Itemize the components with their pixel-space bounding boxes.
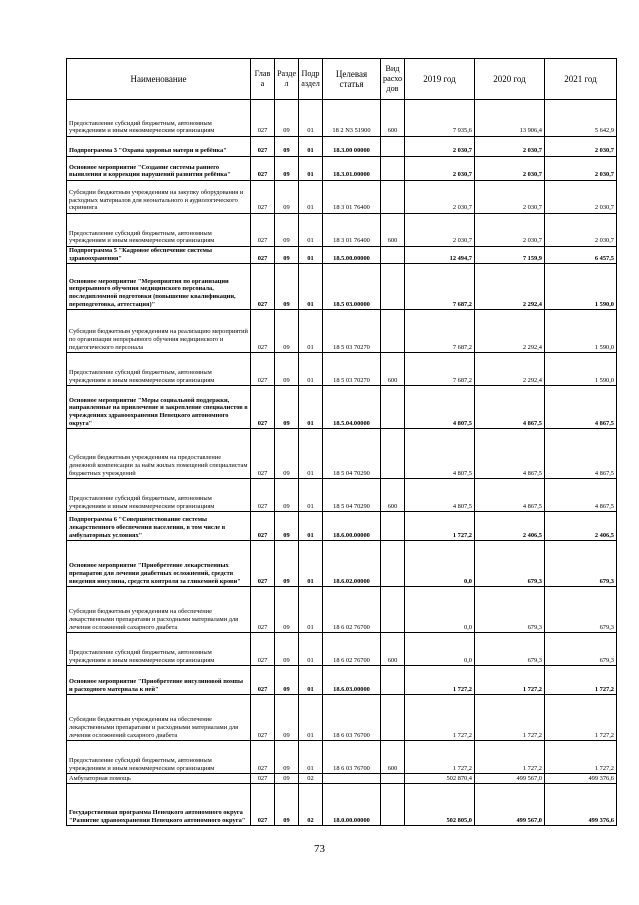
row-chapter: 027 bbox=[251, 784, 275, 826]
row-value-2021: 499 376,6 bbox=[545, 784, 617, 826]
row-expense-type bbox=[381, 386, 405, 429]
row-chapter: 027 bbox=[251, 774, 275, 784]
row-expense-type: 600 bbox=[381, 479, 405, 512]
row-chapter: 027 bbox=[251, 353, 275, 386]
row-value-2021: 679,3 bbox=[545, 633, 617, 666]
table-row bbox=[67, 264, 617, 310]
row-value-2019: 7 687,2 bbox=[405, 310, 475, 353]
row-value-2020: 499 567,0 bbox=[475, 784, 545, 826]
table-row bbox=[67, 512, 617, 541]
row-expense-type: 600 bbox=[381, 353, 405, 386]
row-section: 09 bbox=[275, 247, 299, 264]
row-target-article: 18.5 03.00000 bbox=[323, 264, 381, 310]
row-section: 09 bbox=[275, 479, 299, 512]
row-value-2020: 679,3 bbox=[475, 541, 545, 587]
row-value-2020: 1 727,2 bbox=[475, 741, 545, 774]
row-chapter: 027 bbox=[251, 137, 275, 157]
row-value-2020: 4 867,5 bbox=[475, 386, 545, 429]
row-name: Основное мероприятие "Приобретение лекарственных препаратов для лечения диабетных осложнений, средств введения инсулина, средств контроля за гликемией крови" bbox=[67, 541, 251, 587]
row-subsection: 01 bbox=[299, 666, 323, 695]
row-value-2021: 4 867,5 bbox=[545, 479, 617, 512]
row-target-article bbox=[323, 774, 381, 784]
row-target-article: 18.5.04.00000 bbox=[323, 386, 381, 429]
table-row bbox=[67, 479, 617, 512]
table-row bbox=[67, 429, 617, 479]
row-value-2021: 679,3 bbox=[545, 541, 617, 587]
table-row bbox=[67, 774, 617, 784]
row-value-2019: 2 030,7 bbox=[405, 137, 475, 157]
row-value-2020: 499 567,0 bbox=[475, 774, 545, 784]
row-value-2021: 1 727,2 bbox=[545, 666, 617, 695]
row-value-2021: 4 867,5 bbox=[545, 429, 617, 479]
row-chapter: 027 bbox=[251, 264, 275, 310]
row-value-2020: 4 867,5 bbox=[475, 429, 545, 479]
row-value-2021: 4 867,5 bbox=[545, 386, 617, 429]
row-value-2020: 2 030,7 bbox=[475, 181, 545, 214]
row-section: 09 bbox=[275, 310, 299, 353]
row-value-2020: 1 727,2 bbox=[475, 695, 545, 741]
row-name: Субсидии бюджетным учреждениям на предоставление денежной компенсации за наём жилых помещений специалистам бюджетных учреждений bbox=[67, 429, 251, 479]
row-value-2021: 5 642,9 bbox=[545, 100, 617, 137]
row-chapter: 027 bbox=[251, 666, 275, 695]
row-target-article: 18 3 01 76400 bbox=[323, 214, 381, 247]
row-subsection: 01 bbox=[299, 264, 323, 310]
col-header-2019: 2019 год bbox=[405, 59, 475, 100]
row-value-2021: 679,3 bbox=[545, 587, 617, 633]
col-header-name: Наименование bbox=[67, 59, 251, 100]
col-header-chapter: Глав а bbox=[251, 59, 275, 100]
row-subsection: 01 bbox=[299, 137, 323, 157]
row-name: Предоставление субсидий бюджетным, автономным учреждениям и иным некоммерческим организациям bbox=[67, 479, 251, 512]
row-subsection: 01 bbox=[299, 353, 323, 386]
row-value-2020: 1 727,2 bbox=[475, 666, 545, 695]
col-header-expense-type: Вид расхо дов bbox=[381, 59, 405, 100]
row-section: 09 bbox=[275, 695, 299, 741]
row-section: 09 bbox=[275, 512, 299, 541]
row-subsection: 01 bbox=[299, 541, 323, 587]
row-section: 09 bbox=[275, 429, 299, 479]
row-name: Субсидии бюджетным учреждениям на реализацию мероприятий по организации непрерывного обучения медицинского и педагогического персонала bbox=[67, 310, 251, 353]
row-target-article: 18.0.00.00000 bbox=[323, 784, 381, 826]
row-target-article: 18 5 04 70290 bbox=[323, 429, 381, 479]
table-row bbox=[67, 695, 617, 741]
row-subsection: 01 bbox=[299, 310, 323, 353]
row-value-2019: 4 807,5 bbox=[405, 429, 475, 479]
row-value-2020: 2 292,4 bbox=[475, 310, 545, 353]
table-row bbox=[67, 137, 617, 157]
row-chapter: 027 bbox=[251, 741, 275, 774]
row-value-2021: 2 030,7 bbox=[545, 181, 617, 214]
row-value-2021: 1 590,0 bbox=[545, 353, 617, 386]
row-value-2021: 1 590,0 bbox=[545, 264, 617, 310]
table-row bbox=[67, 666, 617, 695]
row-chapter: 027 bbox=[251, 386, 275, 429]
col-header-target: Целевая статья bbox=[323, 59, 381, 100]
row-target-article: 18 5 03 70270 bbox=[323, 353, 381, 386]
row-value-2020: 7 159,9 bbox=[475, 247, 545, 264]
row-subsection: 01 bbox=[299, 741, 323, 774]
row-value-2021: 2 030,7 bbox=[545, 137, 617, 157]
row-name: Предоставление субсидий бюджетным, автономным учреждениям и иным некоммерческим организациям bbox=[67, 214, 251, 247]
col-header-2020: 2020 год bbox=[475, 59, 545, 100]
table-row bbox=[67, 541, 617, 587]
row-subsection: 01 bbox=[299, 587, 323, 633]
row-subsection: 01 bbox=[299, 633, 323, 666]
row-expense-type bbox=[381, 157, 405, 181]
col-header-section: Разде л bbox=[275, 59, 299, 100]
row-section: 09 bbox=[275, 181, 299, 214]
row-value-2019: 0,0 bbox=[405, 587, 475, 633]
row-expense-type bbox=[381, 774, 405, 784]
row-target-article: 18 5 04 70290 bbox=[323, 479, 381, 512]
row-name: Подпрограмма 6 "Совершенствование системы лекарственного обеспечения населения, в том числе в амбулаторных условиях" bbox=[67, 512, 251, 541]
col-header-subsection: Подр аздел bbox=[299, 59, 323, 100]
row-target-article: 18.3.00 00000 bbox=[323, 137, 381, 157]
row-value-2020: 2 292,4 bbox=[475, 353, 545, 386]
row-target-article: 18 6 03 76700 bbox=[323, 741, 381, 774]
row-name: Предоставление субсидий бюджетным, автономным учреждениям и иным некоммерческим организациям bbox=[67, 353, 251, 386]
row-expense-type bbox=[381, 512, 405, 541]
row-value-2019: 4 807,5 bbox=[405, 386, 475, 429]
row-name: Субсидии бюджетным учреждениям на закупку оборудования и расходных материалов для неонатального и аудиологического скрининга bbox=[67, 181, 251, 214]
row-target-article: 18 6 03 76700 bbox=[323, 695, 381, 741]
row-value-2019: 502 805,0 bbox=[405, 784, 475, 826]
row-expense-type bbox=[381, 784, 405, 826]
row-value-2019: 0,0 bbox=[405, 633, 475, 666]
row-value-2020: 2 030,7 bbox=[475, 157, 545, 181]
row-chapter: 027 bbox=[251, 587, 275, 633]
row-section: 09 bbox=[275, 264, 299, 310]
row-name: Основное мероприятие "Мероприятия по организации непрерывного обучения медицинского персонала, последипломной подготовки (повышение квалификации, переподготовка, аттестация)" bbox=[67, 264, 251, 310]
row-chapter: 027 bbox=[251, 157, 275, 181]
row-value-2020: 2 406,5 bbox=[475, 512, 545, 541]
row-chapter: 027 bbox=[251, 633, 275, 666]
row-expense-type bbox=[381, 247, 405, 264]
row-section: 09 bbox=[275, 100, 299, 137]
row-value-2019: 1 727,2 bbox=[405, 666, 475, 695]
row-value-2021: 2 030,7 bbox=[545, 214, 617, 247]
row-value-2021: 1 590,0 bbox=[545, 310, 617, 353]
row-subsection: 01 bbox=[299, 181, 323, 214]
table-row bbox=[67, 247, 617, 264]
row-value-2019: 1 727,2 bbox=[405, 512, 475, 541]
row-expense-type bbox=[381, 587, 405, 633]
row-subsection: 02 bbox=[299, 784, 323, 826]
header-row bbox=[67, 59, 617, 100]
col-header-2021: 2021 год bbox=[545, 59, 617, 100]
row-section: 09 bbox=[275, 137, 299, 157]
row-chapter: 027 bbox=[251, 479, 275, 512]
row-value-2019: 12 494,7 bbox=[405, 247, 475, 264]
row-expense-type bbox=[381, 666, 405, 695]
row-value-2019: 502 870,4 bbox=[405, 774, 475, 784]
row-subsection: 01 bbox=[299, 157, 323, 181]
table-row bbox=[67, 741, 617, 774]
row-name: Предоставление субсидий бюджетным, автономным учреждениям и иным некоммерческим организациям bbox=[67, 100, 251, 137]
row-target-article: 18 2 N3 51900 bbox=[323, 100, 381, 137]
row-value-2019: 0,0 bbox=[405, 541, 475, 587]
row-expense-type bbox=[381, 541, 405, 587]
row-target-article: 18.5.00.00000 bbox=[323, 247, 381, 264]
table-row bbox=[67, 353, 617, 386]
row-value-2021: 1 727,2 bbox=[545, 741, 617, 774]
row-expense-type: 600 bbox=[381, 214, 405, 247]
row-value-2019: 2 030,7 bbox=[405, 157, 475, 181]
row-expense-type: 600 bbox=[381, 633, 405, 666]
row-value-2020: 679,3 bbox=[475, 587, 545, 633]
row-name: Субсидии бюджетным учреждениям на обеспечение лекарственными препаратами и расходными материалами для лечения осложнений сахарного диабета bbox=[67, 587, 251, 633]
row-chapter: 027 bbox=[251, 181, 275, 214]
row-name: Субсидии бюджетным учреждениям на обеспечение лекарственными препаратами и расходными материалами для лечения осложнений сахарного диабета bbox=[67, 695, 251, 741]
row-name: Подпрограмма 5 "Кадровое обеспечение системы здравоохранения" bbox=[67, 247, 251, 264]
row-section: 09 bbox=[275, 666, 299, 695]
row-section: 09 bbox=[275, 587, 299, 633]
row-value-2019: 1 727,2 bbox=[405, 741, 475, 774]
row-expense-type: 600 bbox=[381, 741, 405, 774]
row-subsection: 01 bbox=[299, 695, 323, 741]
row-subsection: 01 bbox=[299, 429, 323, 479]
row-value-2019: 2 030,7 bbox=[405, 181, 475, 214]
row-target-article: 18.6.02.00000 bbox=[323, 541, 381, 587]
row-value-2020: 13 906,4 bbox=[475, 100, 545, 137]
row-subsection: 01 bbox=[299, 512, 323, 541]
table-row bbox=[67, 181, 617, 214]
row-target-article: 18 5 03 70270 bbox=[323, 310, 381, 353]
row-target-article: 18.6.03.00000 bbox=[323, 666, 381, 695]
row-chapter: 027 bbox=[251, 695, 275, 741]
row-expense-type bbox=[381, 137, 405, 157]
row-subsection: 01 bbox=[299, 386, 323, 429]
row-chapter: 027 bbox=[251, 429, 275, 479]
row-expense-type: 600 bbox=[381, 100, 405, 137]
row-chapter: 027 bbox=[251, 541, 275, 587]
row-expense-type bbox=[381, 181, 405, 214]
row-expense-type bbox=[381, 429, 405, 479]
row-name: Предоставление субсидий бюджетным, автономным учреждениям и иным некоммерческим организациям bbox=[67, 633, 251, 666]
row-name: Основное мероприятие "Приобретение инсулиновой помпы и расходного материала к ней" bbox=[67, 666, 251, 695]
row-subsection: 02 bbox=[299, 774, 323, 784]
row-subsection: 01 bbox=[299, 100, 323, 137]
row-target-article: 18 3 01 76400 bbox=[323, 181, 381, 214]
row-value-2019: 7 687,2 bbox=[405, 264, 475, 310]
table-row bbox=[67, 784, 617, 826]
row-value-2021: 2 030,7 bbox=[545, 157, 617, 181]
row-name: Амбулаторная помощь bbox=[67, 774, 251, 784]
row-name: Государственная программа Ненецкого автономного округа "Развитие здравоохранения Ненецкого автономного округа" bbox=[67, 784, 251, 826]
row-value-2020: 679,3 bbox=[475, 633, 545, 666]
row-section: 09 bbox=[275, 353, 299, 386]
row-value-2019: 7 935,6 bbox=[405, 100, 475, 137]
row-value-2021: 499 376,6 bbox=[545, 774, 617, 784]
row-chapter: 027 bbox=[251, 100, 275, 137]
page-number: 73 bbox=[314, 843, 325, 855]
row-section: 09 bbox=[275, 741, 299, 774]
row-value-2021: 2 406,5 bbox=[545, 512, 617, 541]
row-value-2020: 2 030,7 bbox=[475, 214, 545, 247]
row-section: 09 bbox=[275, 633, 299, 666]
row-value-2020: 4 867,5 bbox=[475, 479, 545, 512]
row-subsection: 01 bbox=[299, 479, 323, 512]
row-name: Предоставление субсидий бюджетным, автономным учреждениям и иным некоммерческим организациям bbox=[67, 741, 251, 774]
table-row bbox=[67, 386, 617, 429]
row-target-article: 18.3.01.00000 bbox=[323, 157, 381, 181]
row-value-2021: 1 727,2 bbox=[545, 695, 617, 741]
row-name: Основное мероприятие "Меры социальной поддержки, направленные на привлечение и закрепление специалистов в учреждениях здравоохранения Ненецкого автономного округа" bbox=[67, 386, 251, 429]
row-section: 09 bbox=[275, 774, 299, 784]
row-expense-type bbox=[381, 695, 405, 741]
row-target-article: 18.6.00.00000 bbox=[323, 512, 381, 541]
row-name: Подпрограмма 3 "Охрана здоровья матери и ребёнка" bbox=[67, 137, 251, 157]
row-target-article: 18 6 02 76700 bbox=[323, 633, 381, 666]
row-value-2019: 4 807,5 bbox=[405, 479, 475, 512]
row-expense-type bbox=[381, 310, 405, 353]
row-section: 09 bbox=[275, 386, 299, 429]
table-row bbox=[67, 310, 617, 353]
row-value-2020: 2 030,7 bbox=[475, 137, 545, 157]
row-chapter: 027 bbox=[251, 214, 275, 247]
row-expense-type bbox=[381, 264, 405, 310]
budget-table bbox=[66, 58, 617, 826]
row-value-2019: 1 727,2 bbox=[405, 695, 475, 741]
table-row bbox=[67, 157, 617, 181]
row-target-article: 18 6 02 76700 bbox=[323, 587, 381, 633]
row-name: Основное мероприятие "Создание системы раннего выявления и коррекции нарушений развития ребёнка" bbox=[67, 157, 251, 181]
row-value-2019: 7 687,2 bbox=[405, 353, 475, 386]
row-chapter: 027 bbox=[251, 512, 275, 541]
row-chapter: 027 bbox=[251, 310, 275, 353]
table-body bbox=[67, 100, 617, 826]
row-value-2019: 2 030,7 bbox=[405, 214, 475, 247]
row-subsection: 01 bbox=[299, 247, 323, 264]
row-section: 09 bbox=[275, 784, 299, 826]
table-row bbox=[67, 633, 617, 666]
row-section: 09 bbox=[275, 157, 299, 181]
row-section: 09 bbox=[275, 214, 299, 247]
row-subsection: 01 bbox=[299, 214, 323, 247]
table-row bbox=[67, 100, 617, 137]
row-section: 09 bbox=[275, 541, 299, 587]
row-value-2021: 6 457,5 bbox=[545, 247, 617, 264]
table-row bbox=[67, 587, 617, 633]
row-value-2020: 2 292,4 bbox=[475, 264, 545, 310]
row-chapter: 027 bbox=[251, 247, 275, 264]
table-row bbox=[67, 214, 617, 247]
